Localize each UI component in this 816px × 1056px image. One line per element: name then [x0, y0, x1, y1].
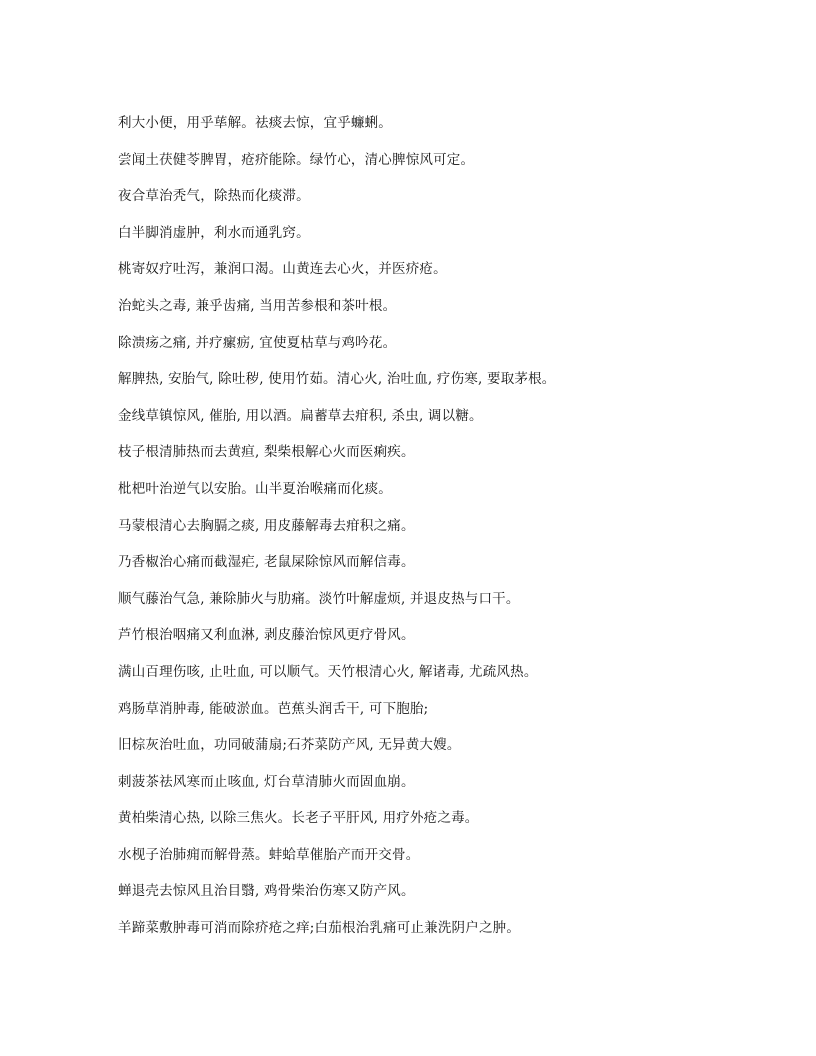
- text-line: 治蛇头之毒, 兼乎齿痛, 当用苦参根和茶叶根。: [118, 297, 397, 314]
- text-line: 刺菠茶祛风寒而止咳血, 灯台草清肺火而固血崩。: [118, 773, 415, 790]
- text-line: 金线草镇惊风, 催胎, 用以酒。扁蓄草去疳积, 杀虫, 调以糖。: [118, 407, 483, 424]
- text-line: 芦竹根治咽痛又利血淋, 剥皮藤治惊风更疗骨风。: [118, 627, 415, 644]
- text-line: 利大小便，用乎荜解。祛痰去惊，宜乎蠊蜊。: [118, 115, 392, 131]
- text-lines: [118, 112, 778, 954]
- text-line: 解脾热, 安胎气, 除吐秽, 使用竹茹。清心火, 治吐血, 疗伤寒, 要取茅根。: [118, 371, 556, 388]
- text-line: 尝闻土茯健苓脾胃，疮疥能除。绿竹心，清心脾惊风可定。: [118, 151, 475, 168]
- text-line: 枇杷叶治逆气以安胎。山半夏治喉痛而化痰。: [118, 480, 392, 497]
- text-line: 顺气藤治气急, 兼除肺火与肋痛。淡竹叶解虚烦, 并退皮热与口干。: [118, 590, 520, 607]
- text-line: 鸡肠草消肿毒, 能破淤血。芭蕉头润舌干, 可下胞胎;: [118, 700, 429, 717]
- text-line: 旧棕灰治吐血，功同破蒲扇;石芥菜防产风, 无异黄大嫂。: [118, 737, 461, 754]
- text-line: 水枧子治肺痈而解骨蒸。蚌蛤草催胎产而开交骨。: [118, 846, 420, 863]
- text-line: 黄柏柴清心热, 以除三焦火。长老子平肝风, 用疗外疮之毒。: [118, 810, 479, 827]
- text-line: 枝子根清肺热而去黄疸, 梨柴根解心火而医痢疾。: [118, 444, 415, 461]
- text-line: 除溃疡之痛, 并疗瘰疬, 宜使夏枯草与鸡吟花。: [118, 334, 397, 351]
- text-line: 满山百理伤咳, 止吐血, 可以顺气。天竹根清心火, 解诸毒, 尤疏风热。: [118, 663, 538, 680]
- text-line: 蝉退壳去惊风且治目翳, 鸡骨柴治伤寒又防产风。: [118, 883, 415, 900]
- text-line: 夜合草治秃气，除热而化痰滞。: [118, 188, 310, 205]
- text-line: 白半脚消虚肿，利水而通乳窍。: [118, 224, 310, 241]
- text-line: 乃香椒治心痛而截湿疟, 老鼠屎除惊风而解信毒。: [118, 554, 415, 571]
- text-line: 马蒙根清心去胸膈之痰, 用皮藤解毒去疳积之痛。: [118, 517, 415, 534]
- text-line: 羊蹄菜敷肿毒可消而除疥疮之痒;白茄根治乳痛可止兼洗阴户之肿。: [118, 920, 521, 937]
- text-line: 桃寄奴疗吐泻，兼润口渴。山黄连去心火，并医疥疮。: [118, 261, 447, 278]
